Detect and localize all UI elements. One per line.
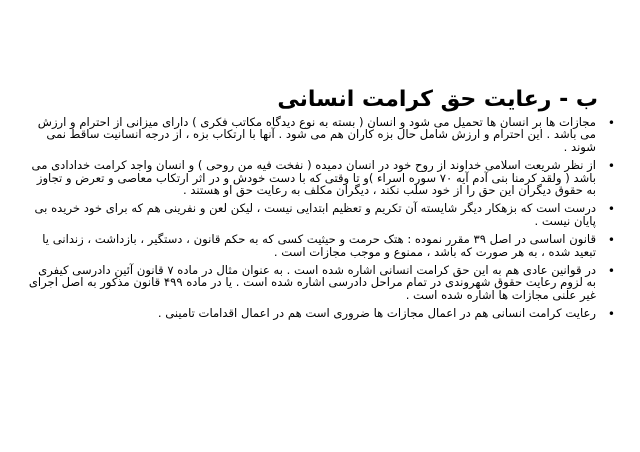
bullet-icon: • [607,116,615,130]
bullet-item [28,202,618,227]
bullet-item [28,306,618,322]
bullet-icon: • [607,264,615,279]
bullet-icon: • [607,233,615,248]
bullet-text: مجازات ها بر انسان ها تحمیل می شود و انسان ( بسته به نوع دیدگاه مکاتب فکری ) دارای میزانی از احترام و ارزش می باشد . این احترام و ارزش شامل حال بزه کاران هم می شود . آنها با ارتکاب بزه ، از درجه انسانیت ساقط نمی شوند . [37,115,596,154]
bullet-list [28,116,618,326]
bullet-text: از نظر شریعت اسلامی خداوند از روح خود در انسان دمیده ( نفخت فیه من روحی ) و انسان واجد کرامت خدادادی می باشد ( ولقد کرمنا بنی آدم آیه ۷۰ سوره اسراء )و تا وقتی که با دست خودش و در اثر ارتکاب معاصی و تعرض و تجاوز به حقوق دیگران این حق را از خود سلب نکند ، دیگران مکلف به رعایت حق او هستند . [31,158,596,198]
bullet-text: قانون اساسی در اصل ۳۹ مقرر نموده : هتک حرمت و حیثیت کسی که به حکم قانون ، دستگیر ، بازداشت ، زندانی یا تبعید شده ، به هر صورت که باشد ، ممنوع و موجب مجازات است . [42,232,596,259]
bullet-text: در قوانین عادی هم به این حق کرامت انسانی اشاره شده است . به عنوان مثال در ماده ۷ قانون آئین دادرسی کیفری به لزوم رعایت حقوق شهروندی در تمام مراحل دادرسی اشاره شده است . یا در ماده ۴۹۹ قانون مذکور به اصل اجرای غیر علنی مجازات ها اشاره شده است . [28,263,596,302]
slide-title: ب - رعایت حق کرامت انسانی [277,87,598,112]
bullet-text: درست است که بزهکار دیگر شایسته آن تکریم و تعظیم ابتدایی نیست ، لیکن لعن و نفرینی هم که برای خود خریده بی پایان نیست . [34,201,596,228]
bullet-icon: • [607,307,615,322]
bullet-icon: • [607,159,615,174]
bullet-icon: • [607,202,615,217]
bullet-item [28,116,618,153]
bullet-text: رعایت کرامت انسانی هم در اعمال مجازات ها ضروری است هم در اعمال اقدامات تامینی . [157,306,596,321]
bullet-item [28,159,618,196]
bullet-item [28,233,618,258]
bullet-item [28,264,618,301]
